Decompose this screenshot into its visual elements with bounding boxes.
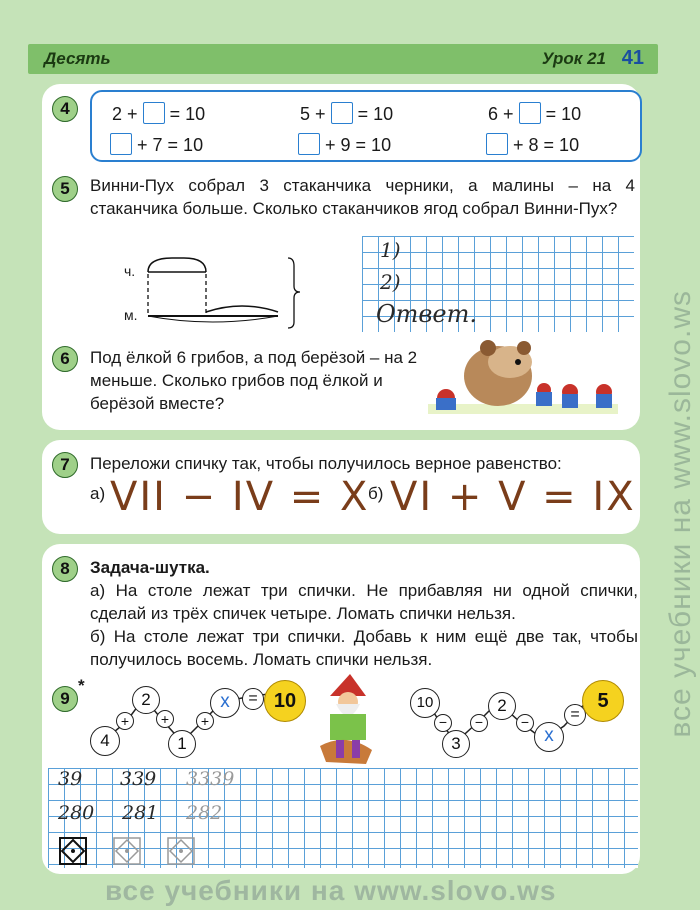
chain1-result: 10: [264, 680, 306, 722]
answer-box[interactable]: [298, 133, 320, 155]
task8-part-b: б) На столе лежат три спички. Добавь к ним ещё две так, чтобы получилось восемь. Ломать спички нельзя.: [90, 627, 638, 669]
chain2-result: 5: [582, 680, 624, 722]
task9-star: *: [78, 676, 85, 695]
chain1-unknown[interactable]: x: [210, 688, 240, 718]
task8-title: Задача-шутка.: [90, 558, 210, 577]
copy-339: 339: [120, 768, 157, 790]
chain2-minus-3: −: [516, 714, 534, 732]
chain1-num-3: 1: [168, 730, 196, 758]
task-number-8: 8: [52, 556, 78, 582]
answer-label: Ответ.: [376, 300, 477, 328]
scheme-diagram: [142, 252, 312, 330]
copy-282: 282: [186, 802, 223, 824]
answer-box[interactable]: [519, 102, 541, 124]
chapter-title: Десять: [44, 49, 111, 68]
chain1-plus-3: +: [196, 712, 214, 730]
watermark-bottom: все учебники на www.slovo.ws: [105, 875, 557, 906]
answer-box[interactable]: [110, 133, 132, 155]
card-tasks-4-6: [42, 84, 640, 430]
copy-280: 280: [58, 802, 95, 824]
chain1-num-2: 2: [132, 686, 160, 714]
chain1-plus-1: +: [116, 712, 134, 730]
gnome-illustration: [316, 672, 386, 768]
chain1-equals: =: [242, 688, 264, 710]
part-b-label: б): [368, 484, 384, 503]
matchstick-equation-b: VI + V = IX: [390, 474, 636, 520]
page-header: [28, 44, 658, 74]
task-number-4: 4: [52, 96, 78, 122]
task-number-5: 5: [52, 176, 78, 202]
card-task-7: [42, 440, 640, 534]
task6-text: Под ёлкой 6 грибов, а под берёзой – на 2 меньше. Сколько грибов под ёлкой и берёзой вместе?: [90, 348, 418, 413]
page-number: 41: [621, 47, 644, 69]
chain1-num-1: 4: [90, 726, 120, 756]
equation-5: + 9 = 10: [298, 133, 391, 156]
task7-text: Переложи спичку так, чтобы получилось верное равенство:: [90, 454, 562, 473]
copy-39: 39: [58, 768, 83, 790]
copy-281: 281: [122, 802, 159, 824]
answer-box[interactable]: [143, 102, 165, 124]
copybook-grid[interactable]: [48, 768, 638, 868]
copy-3339: 3339: [186, 768, 235, 790]
equation-6: + 8 = 10: [486, 133, 579, 156]
winnie-pooh-illustration: [428, 334, 618, 416]
part-a-label: а): [90, 484, 106, 503]
chain2-num-3: 2: [488, 692, 516, 720]
chain2-num-1: 10: [410, 688, 440, 718]
step1-label: 1): [380, 238, 401, 262]
equation-1: 2 + = 10: [112, 104, 206, 124]
answer-box[interactable]: [486, 133, 508, 155]
card-tasks-8-9: [42, 544, 640, 874]
chain1-plus-2: +: [156, 710, 174, 728]
task8-part-a: а) На столе лежат три спички. Не прибавляя ни одной спички, сделай из трёх спичек четыре. Ломать спички нельзя.: [90, 581, 638, 623]
task-number-9: 9: [52, 686, 78, 712]
answer-box[interactable]: [331, 102, 353, 124]
chain2-num-2: 3: [442, 730, 470, 758]
matchstick-equation-a: VII − IV = X: [110, 474, 370, 520]
chain2-unknown[interactable]: x: [534, 722, 564, 752]
chain2-minus-1: −: [434, 714, 452, 732]
equation-2: 5 + = 10: [300, 104, 394, 124]
equation-4: + 7 = 10: [110, 133, 203, 156]
watermark-vertical: все учебники на www.slovo.ws: [664, 290, 697, 738]
task5-text: Винни-Пух собрал 3 стаканчика черники, а малины – на 4 стаканчика больше. Сколько стаканчиков ягод собрал Винни-Пух?: [90, 176, 635, 218]
label-raspberries: м.: [124, 307, 138, 323]
lesson-title: Урок 21: [541, 49, 606, 68]
task-number-6: 6: [52, 346, 78, 372]
label-blueberries: ч.: [124, 263, 136, 279]
step2-label: 2): [380, 270, 401, 294]
task-number-7: 7: [52, 452, 78, 478]
solution-grid[interactable]: [362, 236, 634, 332]
equation-3: 6 + = 10: [488, 104, 582, 124]
diamond-pattern: [56, 836, 226, 866]
chain2-minus-2: −: [470, 714, 488, 732]
chain2-equals: =: [564, 704, 586, 726]
